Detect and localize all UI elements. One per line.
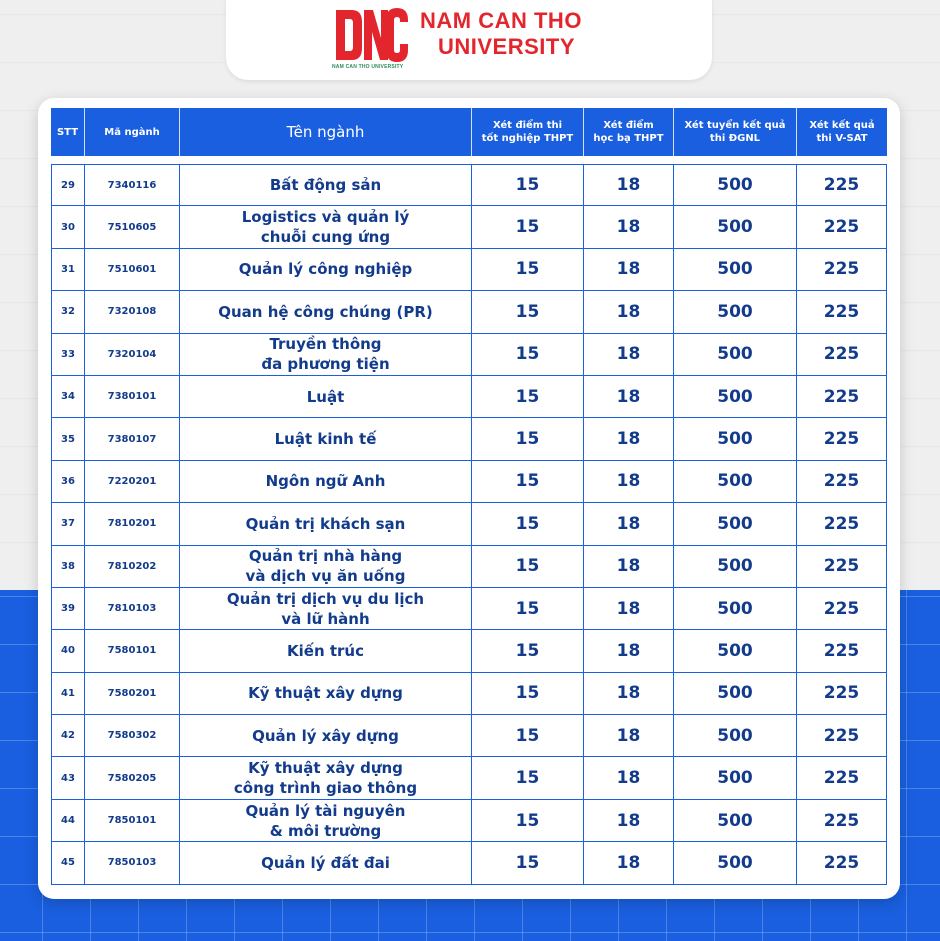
row-ten-nganh-line2: chuỗi cung ứng (260, 228, 391, 247)
row-vsat-score: 225 (797, 291, 887, 333)
row-hocba-score: 18 (584, 800, 674, 842)
row-stt: 40 (51, 630, 85, 672)
row-ten-nganh-line1: Quản lý đất đai (261, 853, 390, 872)
row-dgnl-score: 500 (674, 588, 797, 630)
row-stt: 45 (51, 842, 85, 884)
row-ten-nganh (180, 334, 472, 376)
row-dgnl-score: 500 (674, 164, 797, 206)
row-dgnl-score: 500 (674, 334, 797, 376)
row-vsat-score: 225 (797, 206, 887, 248)
row-stt: 36 (51, 461, 85, 503)
header-thpt-line1: Xét điểm thi (492, 120, 563, 131)
row-vsat-score: 225 (797, 800, 887, 842)
university-name (420, 8, 582, 60)
row-ten-nganh-line1: Bất động sản (269, 176, 382, 195)
header-vsat-line1: Xét kết quả (809, 120, 875, 131)
row-hocba-score: 18 (584, 334, 674, 376)
row-dgnl-score: 500 (674, 715, 797, 757)
row-dgnl-score: 500 (674, 461, 797, 503)
row-ten-nganh-line2: & môi trường (269, 821, 382, 840)
row-ma-nganh: 7810103 (85, 588, 180, 630)
row-ten-nganh-line1: Quản trị nhà hàng (248, 547, 403, 566)
row-hocba-score: 18 (584, 715, 674, 757)
header-hocba (584, 108, 674, 156)
row-thpt-score: 15 (472, 757, 584, 799)
row-ten-nganh (180, 546, 472, 588)
row-vsat-score: 225 (797, 588, 887, 630)
header-gap-cell (51, 156, 887, 164)
table-row (51, 800, 887, 842)
university-name-line2: UNIVERSITY (438, 34, 576, 59)
row-ten-nganh-line2: và dịch vụ ăn uống (245, 567, 406, 586)
table-row (51, 418, 887, 460)
row-ten-nganh-line2: và lữ hành (281, 609, 370, 628)
table-row (51, 164, 887, 206)
row-ten-nganh (180, 800, 472, 842)
row-thpt-score: 15 (472, 800, 584, 842)
row-ma-nganh: 7580201 (85, 673, 180, 715)
table-row (51, 546, 887, 588)
row-ten-nganh (180, 376, 472, 418)
row-ma-nganh: 7810202 (85, 546, 180, 588)
row-ten-nganh-line1: Quản lý công nghiệp (238, 260, 413, 279)
row-ten-nganh-line1: Quản lý xây dựng (252, 726, 399, 745)
row-dgnl-score: 500 (674, 757, 797, 799)
row-thpt-score: 15 (472, 630, 584, 672)
row-ten-nganh (180, 164, 472, 206)
row-hocba-score: 18 (584, 503, 674, 545)
table-row (51, 461, 887, 503)
row-dgnl-score: 500 (674, 249, 797, 291)
row-hocba-score: 18 (584, 546, 674, 588)
row-stt: 41 (51, 673, 85, 715)
row-hocba-score: 18 (584, 757, 674, 799)
table-row (51, 673, 887, 715)
table-row (51, 376, 887, 418)
row-stt: 39 (51, 588, 85, 630)
row-ten-nganh-line1: Kiến trúc (287, 641, 364, 660)
row-ten-nganh-line1: Logistics và quản lý (241, 208, 410, 227)
row-ma-nganh: 7220201 (85, 461, 180, 503)
row-dgnl-score: 500 (674, 291, 797, 333)
row-ten-nganh-line1: Luật kinh tế (274, 430, 377, 449)
row-dgnl-score: 500 (674, 842, 797, 884)
row-hocba-score: 18 (584, 164, 674, 206)
table-row (51, 206, 887, 248)
row-ma-nganh: 7850101 (85, 800, 180, 842)
row-ten-nganh-line2: đa phương tiện (261, 355, 390, 374)
row-dgnl-score: 500 (674, 418, 797, 460)
row-hocba-score: 18 (584, 206, 674, 248)
row-thpt-score: 15 (472, 291, 584, 333)
row-ten-nganh-line1: Quản trị khách sạn (245, 514, 406, 533)
row-vsat-score: 225 (797, 546, 887, 588)
row-ma-nganh: 7380101 (85, 376, 180, 418)
row-vsat-score: 225 (797, 376, 887, 418)
row-thpt-score: 15 (472, 206, 584, 248)
logo-caption: NAM CAN THO UNIVERSITY (332, 64, 404, 70)
header-ma-nganh: Mã ngành (85, 108, 180, 156)
row-stt: 29 (51, 164, 85, 206)
header-dgnl-line1: Xét tuyển kết quả (684, 120, 786, 131)
row-ten-nganh-line1: Ngôn ngữ Anh (265, 472, 386, 491)
row-ten-nganh-line1: Kỹ thuật xây dựng (248, 684, 403, 703)
header-hocba-line1: Xét điểm (603, 120, 654, 131)
row-ten-nganh-line1: Truyền thông (269, 335, 382, 354)
header-hocba-line2: học bạ THPT (593, 133, 664, 144)
row-vsat-score: 225 (797, 503, 887, 545)
university-name-line1: NAM CAN THO (420, 8, 582, 33)
row-ma-nganh: 7510601 (85, 249, 180, 291)
header-thpt-line2: tốt nghiệp THPT (481, 133, 574, 144)
row-ten-nganh (180, 588, 472, 630)
row-stt: 34 (51, 376, 85, 418)
row-ten-nganh (180, 503, 472, 545)
table-row (51, 249, 887, 291)
row-thpt-score: 15 (472, 376, 584, 418)
row-stt: 43 (51, 757, 85, 799)
row-ten-nganh (180, 418, 472, 460)
header-gap (51, 156, 887, 164)
row-hocba-score: 18 (584, 291, 674, 333)
row-ten-nganh (180, 842, 472, 884)
row-ma-nganh: 7580205 (85, 757, 180, 799)
header-stt: STT (51, 108, 85, 156)
row-stt: 38 (51, 546, 85, 588)
header-thpt (472, 108, 584, 156)
row-hocba-score: 18 (584, 461, 674, 503)
row-stt: 32 (51, 291, 85, 333)
header-vsat-line2: thi V-SAT (816, 133, 868, 144)
row-ma-nganh: 7510605 (85, 206, 180, 248)
row-dgnl-score: 500 (674, 673, 797, 715)
table-row (51, 630, 887, 672)
row-stt: 44 (51, 800, 85, 842)
row-thpt-score: 15 (472, 249, 584, 291)
row-ma-nganh: 7320104 (85, 334, 180, 376)
row-hocba-score: 18 (584, 842, 674, 884)
row-ten-nganh (180, 206, 472, 248)
row-dgnl-score: 500 (674, 376, 797, 418)
row-ten-nganh (180, 673, 472, 715)
row-vsat-score: 225 (797, 630, 887, 672)
row-ten-nganh (180, 757, 472, 799)
row-thpt-score: 15 (472, 164, 584, 206)
row-thpt-score: 15 (472, 461, 584, 503)
row-ten-nganh-line1: Quản lý tài nguyên (245, 801, 406, 820)
row-hocba-score: 18 (584, 376, 674, 418)
row-thpt-score: 15 (472, 418, 584, 460)
row-stt: 31 (51, 249, 85, 291)
row-thpt-score: 15 (472, 334, 584, 376)
row-ten-nganh (180, 630, 472, 672)
row-stt: 42 (51, 715, 85, 757)
row-thpt-score: 15 (472, 842, 584, 884)
row-hocba-score: 18 (584, 673, 674, 715)
row-ma-nganh: 7340116 (85, 164, 180, 206)
row-thpt-score: 15 (472, 503, 584, 545)
row-hocba-score: 18 (584, 418, 674, 460)
table-row (51, 334, 887, 376)
row-vsat-score: 225 (797, 842, 887, 884)
row-thpt-score: 15 (472, 588, 584, 630)
row-ma-nganh: 7380107 (85, 418, 180, 460)
row-ma-nganh: 7580101 (85, 630, 180, 672)
row-vsat-score: 225 (797, 673, 887, 715)
row-vsat-score: 225 (797, 334, 887, 376)
row-stt: 30 (51, 206, 85, 248)
row-dgnl-score: 500 (674, 546, 797, 588)
row-ten-nganh (180, 715, 472, 757)
row-ten-nganh (180, 461, 472, 503)
row-vsat-score: 225 (797, 418, 887, 460)
header-dgnl-line2: thi ĐGNL (709, 133, 761, 144)
row-ma-nganh: 7580302 (85, 715, 180, 757)
row-vsat-score: 225 (797, 249, 887, 291)
header-vsat (797, 108, 887, 156)
row-dgnl-score: 500 (674, 206, 797, 248)
admission-table (51, 108, 887, 885)
row-hocba-score: 18 (584, 630, 674, 672)
row-hocba-score: 18 (584, 588, 674, 630)
row-dgnl-score: 500 (674, 800, 797, 842)
row-ma-nganh: 7810201 (85, 503, 180, 545)
row-vsat-score: 225 (797, 461, 887, 503)
table-row (51, 588, 887, 630)
row-thpt-score: 15 (472, 715, 584, 757)
row-ten-nganh-line1: Quản trị dịch vụ du lịch (226, 589, 425, 608)
row-dgnl-score: 500 (674, 503, 797, 545)
row-ten-nganh (180, 291, 472, 333)
row-ten-nganh-line1: Quan hệ công chúng (PR) (218, 302, 433, 321)
row-stt: 33 (51, 334, 85, 376)
row-dgnl-score: 500 (674, 630, 797, 672)
row-thpt-score: 15 (472, 673, 584, 715)
table-row (51, 842, 887, 884)
table-row (51, 757, 887, 799)
table-row (51, 503, 887, 545)
row-vsat-score: 225 (797, 757, 887, 799)
header-dgnl (674, 108, 797, 156)
table-row (51, 715, 887, 757)
row-ma-nganh: 7850103 (85, 842, 180, 884)
table-row (51, 291, 887, 333)
row-vsat-score: 225 (797, 715, 887, 757)
row-ten-nganh-line2: công trình giao thông (233, 779, 418, 798)
row-vsat-score: 225 (797, 164, 887, 206)
university-logo-icon (332, 4, 412, 70)
row-ten-nganh-line1: Luật (306, 387, 345, 406)
row-ma-nganh: 7320108 (85, 291, 180, 333)
row-hocba-score: 18 (584, 249, 674, 291)
row-thpt-score: 15 (472, 546, 584, 588)
row-ten-nganh (180, 249, 472, 291)
row-ten-nganh-line1: Kỹ thuật xây dựng (248, 759, 403, 778)
row-stt: 35 (51, 418, 85, 460)
row-stt: 37 (51, 503, 85, 545)
header-ten-nganh: Tên ngành (180, 108, 472, 156)
table-header-row (51, 108, 887, 156)
